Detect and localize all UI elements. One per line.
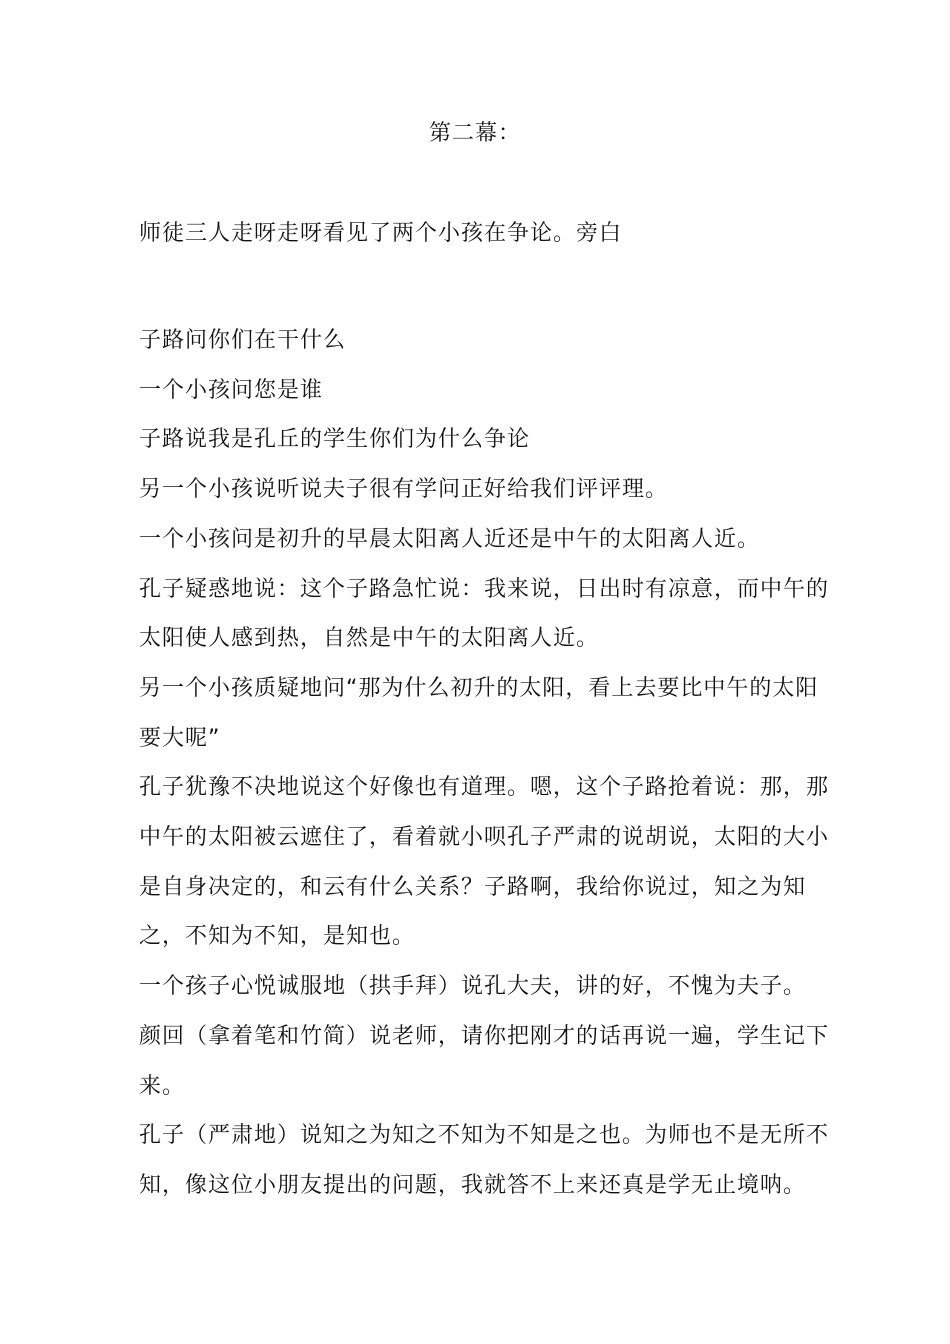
intro-line: 师徒三人走呀走呀看见了两个小孩在争论。旁白: [139, 221, 623, 246]
paragraph-3: 子路说我是孔丘的学生你们为什么争论: [139, 427, 531, 453]
paragraph-7: 另一个小孩质疑地问“那为什么初升的太阳，看上去要比中午的太阳要大呢”: [139, 675, 819, 751]
paragraph-6: 孔子疑惑地说：这个子路急忙说：我来说，日出时有凉意，而中午的太阳使人感到热，自然是中午的太阳离人近。: [139, 576, 830, 652]
paragraph-10: 颜回（拿着笔和竹简）说老师，请你把刚才的话再说一遍，学生记下来。: [139, 1023, 830, 1099]
paragraph-9: 一个孩子心悦诚服地（拱手拜）说孔大夫，讲的好，不愧为夫子。: [139, 974, 807, 1000]
page-title: 第二幕：: [428, 121, 521, 146]
paragraph-8: 孔子犹豫不决地说这个好像也有道理。嗯，这个子路抢着说：那，那中午的太阳被云遮住了，看着就小呗孔子严肃的说胡说，太阳的大小是自身决定的，和云有什么关系？子路啊，我给你说过，知之为知之，不知为不知，是知也。: [139, 775, 830, 950]
paragraph-2: 一个小孩问您是谁: [139, 377, 324, 403]
paragraph-1: 子路问你们在干什么: [139, 328, 347, 353]
dialogue-body: [139, 316, 829, 1211]
paragraph-5: 一个小孩问是初升的早晨太阳离人近还是中午的太阳离人近。: [139, 526, 761, 552]
paragraph-4: 另一个小孩说听说夫子很有学问正好给我们评评理。: [139, 477, 669, 503]
paragraph-11: 孔子（严肃地）说知之为知之不知为不知是之也。为师也不是无所不知，像这位小朋友提出的问题，我就答不上来还真是学无止境呐。: [139, 1123, 830, 1198]
